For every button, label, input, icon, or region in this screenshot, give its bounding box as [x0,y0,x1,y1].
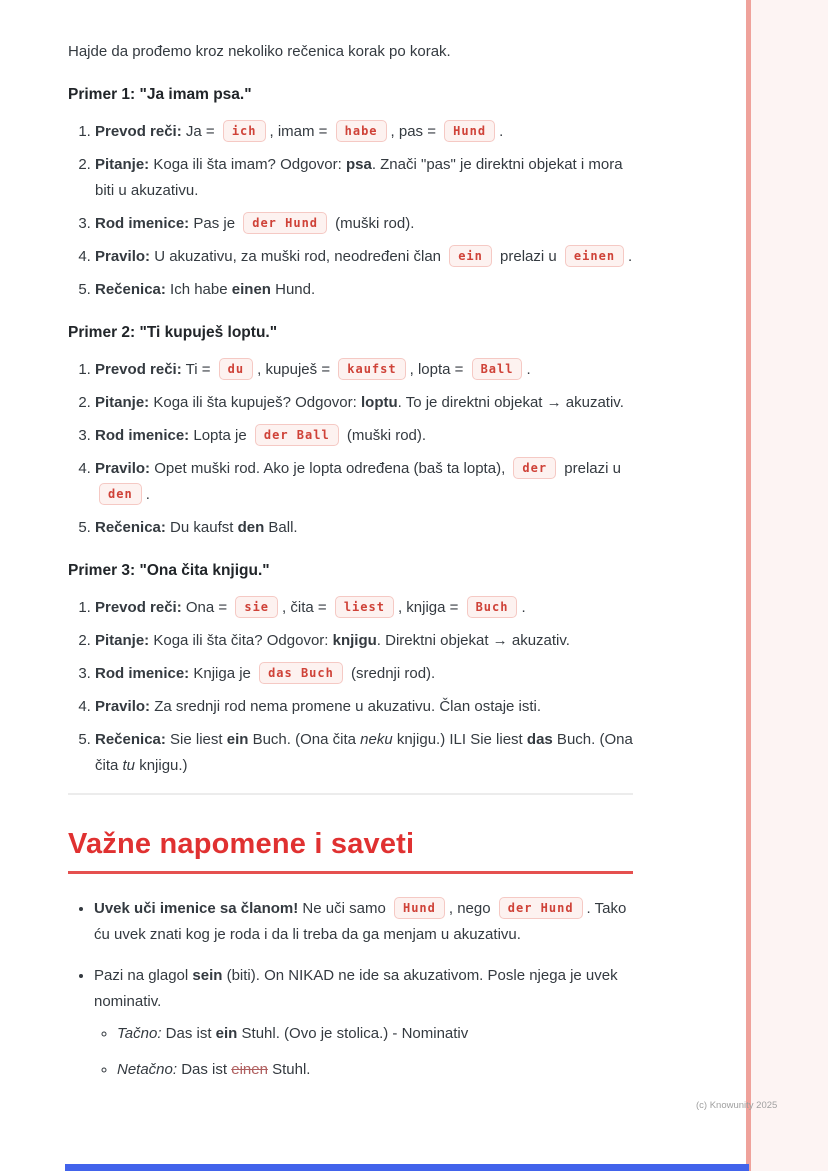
example-section [68,559,633,779]
text-run: loptu [360,394,398,411]
text-run: Prevod reči: [95,599,182,616]
code-chip: liest [335,596,394,618]
example-section [68,83,633,303]
sub-note-item [117,1057,633,1083]
intro-paragraph: Hajde da prođemo kroz nekoliko rečenica korak po korak. [68,43,451,60]
step-item [95,515,633,541]
text-run: Buch. (Ona čita [248,731,361,748]
text-run: Ball. [264,519,298,536]
text-run: Pitanje: [95,156,150,173]
text-run: (muški rod). [342,427,427,444]
code-chip: Hund [444,120,495,142]
text-run: Sie liest [165,731,227,748]
text-run: . [628,248,633,265]
step-item [95,727,633,779]
text-run: Koga ili šta imam? Odgovor: [149,156,346,173]
steps-list [68,595,633,779]
text-run: . To je direktni objekat → akuzativ. [397,394,624,411]
text-run: Opet muški rod. Ako je lopta određena (baš ta lopta), [150,460,510,477]
text-run: . Direktni objekat → akuzativ. [376,632,570,649]
text-run: U akuzativu, za muški rod, neodređeni član [150,248,446,265]
text-run: Lopta je [189,427,251,444]
notes-list [68,896,633,1083]
code-chip: du [219,358,253,380]
text-run: Rod imenice: [95,215,190,232]
text-run: , lopta = [409,361,468,378]
example-title: Primer 2: "Ti kupuješ loptu." [68,324,278,341]
text-run: Du kaufst [165,519,238,536]
text-run: tu [122,757,136,774]
steps-list [68,357,633,541]
example-title: Primer 3: "Ona čita knjigu." [68,562,270,579]
code-chip: kaufst [338,358,405,380]
sub-note-item [117,1021,633,1047]
text-run: . Tako ću uvek znati kog je roda i da li treba da ga menjam u akuzativu. [94,900,627,943]
document-content [68,39,633,1098]
text-run: Pravilo: [95,248,151,265]
text-run: Stuhl. (Ovo je stolica.) - Nominativ [237,1025,469,1042]
text-run: einen [231,281,271,298]
code-chip: der Hund [243,212,327,234]
text-run: prelazi u [560,460,621,477]
text-run: (muški rod). [331,215,415,232]
notes-heading: Važne napomene i saveti [68,828,415,860]
text-run: Ti = [181,361,215,378]
text-run: Das ist [177,1061,232,1078]
text-run: Das ist [161,1025,216,1042]
text-run: Ich habe [165,281,232,298]
code-chip: sie [235,596,278,618]
text-run: Pas je [189,215,240,232]
text-run: psa [345,156,372,173]
text-run: Buch. (Ona čita [95,731,633,774]
text-run: Hund. [270,281,316,298]
text-run: knjigu [332,632,377,649]
text-run: sein [192,967,223,984]
step-item [95,661,633,687]
text-run: Knjiga je [189,665,256,682]
text-run: Koga ili šta kupuješ? Odgovor: [149,394,361,411]
step-item [95,119,633,145]
bottom-bar [65,1164,749,1171]
text-run: prelazi u [495,248,561,265]
text-run: . [521,599,526,616]
step-item [95,390,633,416]
sub-notes-list [94,1021,633,1083]
example-title: Primer 1: "Ja imam psa." [68,86,252,103]
text-run: Pitanje: [95,394,150,411]
step-item [95,357,633,383]
code-chip: der Ball [255,424,339,446]
text-run: , knjiga = [397,599,463,616]
text-run: Rečenica: [95,519,166,536]
code-chip: habe [336,120,387,142]
footer-credit: (c) Knowunity 2025 [696,1100,778,1111]
text-run: den [237,519,265,536]
code-chip: einen [565,245,624,267]
step-item [95,694,633,720]
page-edge-area [751,0,828,1171]
code-chip: ein [449,245,492,267]
code-chip: Hund [394,897,445,919]
page-edge-line [746,0,751,1171]
text-run: (srednji rod). [346,665,436,682]
text-run: . [526,361,531,378]
text-run: Pravilo: [95,460,151,477]
code-chip: das Buch [259,662,343,684]
text-run: Ne uči samo [298,900,390,917]
example-section [68,321,633,541]
step-item [95,152,633,204]
code-chip: der Hund [499,897,583,919]
text-run: neku [360,731,393,748]
text-run: einen [231,1061,268,1078]
text-run: , nego [448,900,495,917]
text-run: Rod imenice: [95,665,190,682]
examples [68,83,633,779]
text-run: ein [226,731,249,748]
code-chip: Buch [467,596,518,618]
text-run: Netačno: [117,1061,178,1078]
step-item [95,456,633,508]
step-item [95,244,633,270]
text-run: Ona = [181,599,232,616]
step-item [95,628,633,654]
text-run: Prevod reči: [95,123,182,140]
text-run: Pravilo: [95,698,151,715]
step-item [95,211,633,237]
text-run: , pas = [390,123,441,140]
text-run: Stuhl. [267,1061,311,1078]
step-item [95,423,633,449]
text-run: Uvek uči imenice sa članom! [94,900,299,917]
text-run: , čita = [282,599,331,616]
text-run: Pitanje: [95,632,150,649]
text-run: Rod imenice: [95,427,190,444]
step-item [95,595,633,621]
text-run: Rečenica: [95,281,166,298]
text-run: Prevod reči: [95,361,182,378]
text-run: Koga ili šta čita? Odgovor: [149,632,333,649]
text-run: Ja = [181,123,219,140]
step-item [95,277,633,303]
text-run: (biti). On NIKAD ne ide sa akuzativom. Posle njega je uvek nominativ. [94,967,618,1010]
text-run: . Znači "pas" je direktni objekat i mora biti u akuzativu. [95,156,623,199]
text-run: . [145,486,150,503]
code-chip: ich [223,120,266,142]
text-run: , kupuješ = [257,361,335,378]
note-item [94,963,633,1083]
text-run: ein [215,1025,238,1042]
text-run: knjigu.) [135,757,188,774]
text-run: Tačno: [117,1025,162,1042]
text-run: , imam = [269,123,332,140]
heading-underline [68,871,633,874]
text-run: . [499,123,504,140]
text-run: Pazi na glagol [94,967,193,984]
section-divider [68,793,633,795]
code-chip: der [513,457,556,479]
code-chip: Ball [472,358,523,380]
text-run: Rečenica: [95,731,166,748]
code-chip: den [99,483,142,505]
text-run: das [526,731,553,748]
text-run: Za srednji rod nema promene u akuzativu. Član ostaje isti. [150,698,542,715]
text-run: knjigu.) ILI Sie liest [392,731,527,748]
note-item [94,896,633,948]
steps-list [68,119,633,303]
